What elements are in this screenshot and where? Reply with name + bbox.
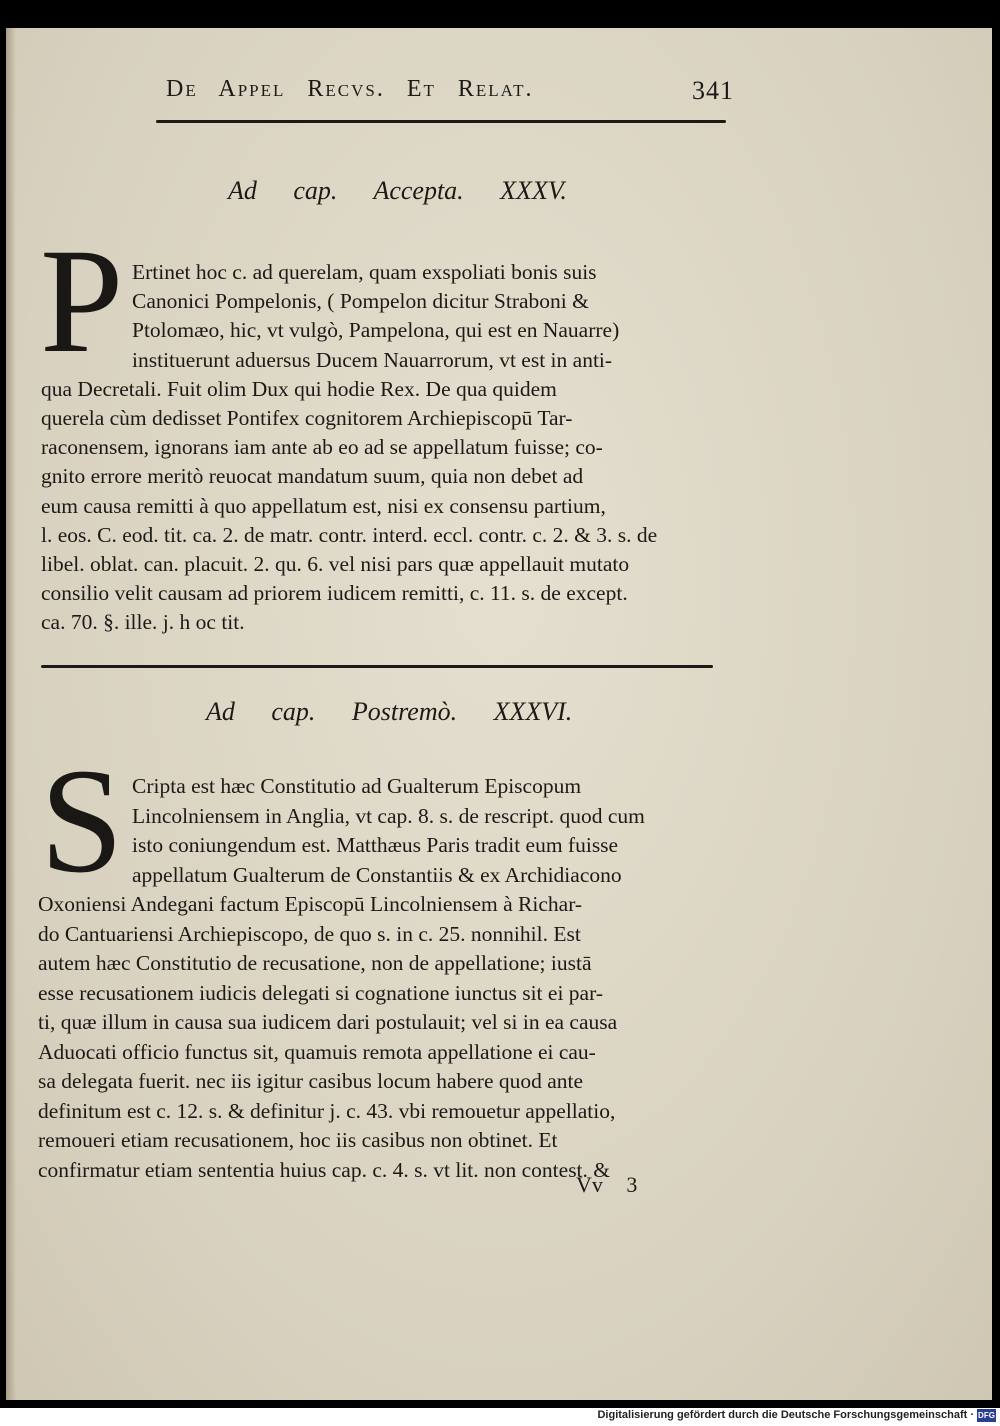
- catchword-signature: Vv 3: [576, 1172, 638, 1197]
- text-line: remoueri etiam recusationem, hoc iis casibus non obtinet. Et: [38, 1128, 558, 1152]
- text-line: Lincolniensem in Anglia, vt cap. 8. s. de rescript. quod cum: [132, 803, 645, 828]
- text-line: l. eos. C. eod. tit. ca. 2. de matr. contr. interd. eccl. contr. c. 2. & 3. s. de: [41, 522, 658, 547]
- text-line: gnito errore meritò reuocat mandatum suum, quia non debet ad: [41, 464, 584, 489]
- text-line: Aduocati officio functus sit, quamuis remota appellatione ei cau-: [38, 1039, 596, 1064]
- text-line: libel. oblat. can. placuit. 2. qu. 6. vel nisi pars quæ appellauit mutato: [41, 552, 630, 576]
- text-line: isto coniungendum est. Matthæus Paris tradit eum fuisse: [132, 833, 619, 857]
- text-line: Ptolomæo, hic, vt vulgò, Pampelona, qui est en Nauarre): [132, 318, 620, 343]
- text-line: consilio velit causam ad priorem iudicem remitti, c. 11. s. de except.: [41, 581, 628, 606]
- page-number: 341: [692, 76, 734, 105]
- text-line: do Cantuariensi Archiepiscopo, de quo s. in c. 25. nonnihil. Est: [38, 921, 581, 946]
- text-line: appellatum Gualterum de Constantiis & ex Archidiacono: [132, 862, 622, 887]
- book-page: [6, 28, 992, 1400]
- text-line: definitum est c. 12. s. & definitur j. c. 43. vbi remouetur appellatio,: [38, 1098, 616, 1123]
- dropcap-s: S: [40, 738, 124, 904]
- header-rule: [156, 120, 726, 123]
- text-line: ca. 70. §. ille. j. h oc tit.: [41, 610, 245, 635]
- text-line: Ertinet hoc c. ad querelam, quam exspoliati bonis suis: [132, 260, 597, 284]
- text-line: instituerunt aduersus Ducem Nauarrorum, vt est in anti-: [132, 347, 613, 372]
- section-divider-rule: [41, 665, 713, 668]
- text-line: sa delegata fuerit. nec iis igitur casibus locum habere quod ante: [38, 1069, 584, 1093]
- text-line: ti, quæ illum in causa sua iudicem dari postulauit; vel si in ea causa: [38, 1010, 618, 1034]
- text-line: confirmatur etiam sententia huius cap. c. 4. s. vt lit. non contest. &: [38, 1157, 611, 1182]
- text-line: autem hæc Constitutio de recusatione, non de appellatione; iustā: [38, 951, 592, 975]
- running-title: De Appel Recvs. Et Relat.: [166, 76, 534, 102]
- dfg-logo: DFG: [978, 1411, 995, 1420]
- text-line: Cripta est hæc Constitutio ad Gualterum Episcopum: [132, 774, 582, 798]
- text-line: raconensem, ignorans iam ante ab eo ad se appellatum fuisse; co-: [41, 435, 603, 460]
- section-heading-xxxv: Ad cap. Accepta. XXXV.: [228, 176, 567, 205]
- text-line: querela cùm dedisset Pontifex cognitorem Archiepiscopū Tar-: [41, 406, 573, 430]
- text-line: Canonici Pompelonis, ( Pompelon dicitur Straboni &: [132, 289, 589, 314]
- dropcap-p: P: [40, 218, 124, 384]
- footer-credit: Digitalisierung gefördert durch die Deutsche Forschungsgemeinschaft ·: [597, 1409, 974, 1421]
- text-line: Oxoniensi Andegani factum Episcopū Lincolniensem à Richar-: [38, 892, 583, 916]
- text-line: qua Decretali. Fuit olim Dux qui hodie Rex. De qua quidem: [41, 376, 557, 401]
- text-line: esse recusationem iudicis delegati si cognatione iunctus sit ei par-: [38, 980, 603, 1005]
- text-line: eum causa remitti à quo appellatum est, nisi ex consensu partium,: [41, 493, 606, 518]
- running-header: [166, 76, 734, 116]
- section-heading-xxxvi: Ad cap. Postremò. XXXVI.: [206, 697, 573, 726]
